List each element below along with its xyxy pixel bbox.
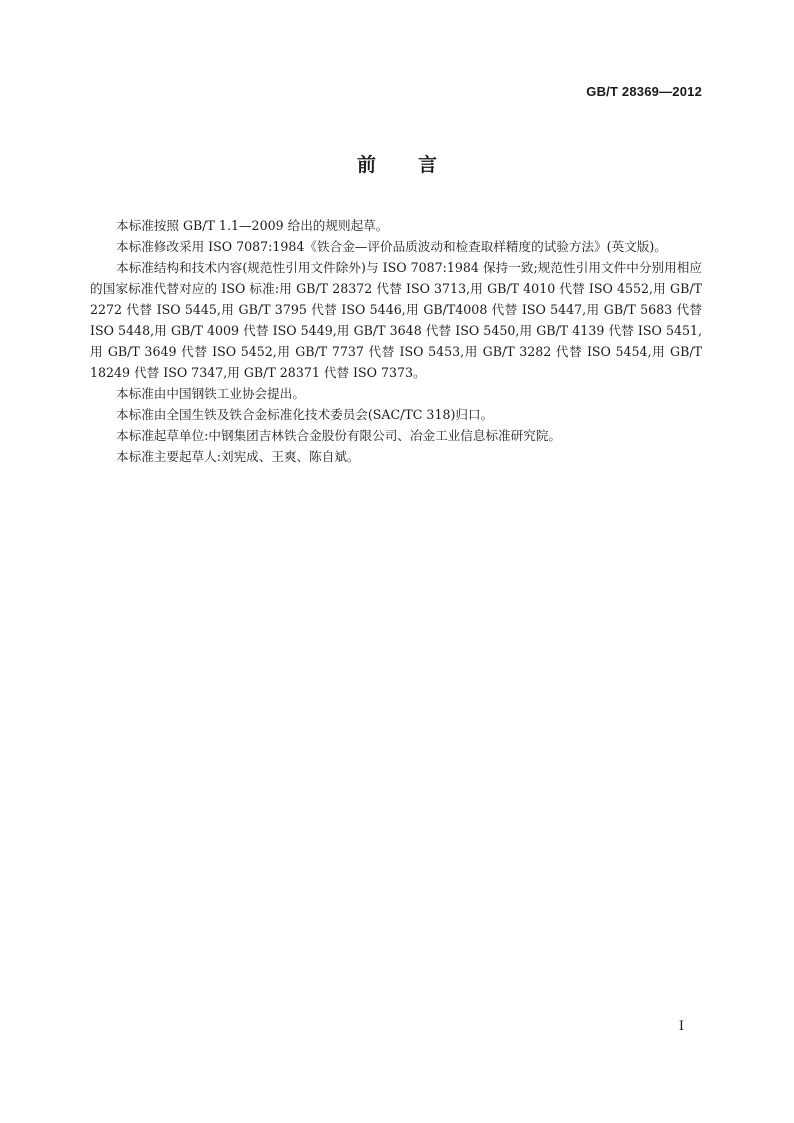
- page-title: 前言: [356, 154, 479, 176]
- paragraph-structure-references: 本标准结构和技术内容(规范性引用文件除外)与 ISO 7087:1984 保持一致;规范性引用文件中分别用相应的国家标准代替对应的 ISO 标准:用 GB/T 28372 代替 ISO 3713,用 GB/T 4010 代替 ISO 4552,用 GB/T 2272 代替 ISO 5445,用 GB/T 3795 代替 ISO 5446,用 GB/T4008 代替 ISO 5447,用 GB/T 5683 代替 ISO 5448,用 GB/T 4009 代替 ISO 5449,用 GB/T 3648 代替 ISO 5450,用 GB/T 4139 代替 ISO 5451,用 GB/T 3649 代替 ISO 5452,用 GB/T 7737 代替 ISO 5453,用 GB/T 3282 代替 ISO 5454,用 GB/T 18249 代替 ISO 7347,用 GB/T 28371 代替 ISO 7373。: [90, 260, 702, 380]
- paragraph-committee: 本标准由全国生铁及铁合金标准化技术委员会(SAC/TC 318)归口。: [116, 407, 494, 422]
- page-number: I: [678, 1019, 684, 1034]
- foreword-body: [90, 215, 702, 467]
- paragraph-drafting-rules: 本标准按照 GB/T 1.1—2009 给出的规则起草。: [116, 218, 389, 233]
- paragraph-drafting-units: 本标准起草单位:中钢集团吉林铁合金股份有限公司、冶金工业信息标准研究院。: [116, 428, 562, 443]
- paragraph-modification: 本标准修改采用 ISO 7087:1984《铁合金—评价品质波动和检查取样精度的试验方法》(英文版)。: [116, 239, 667, 254]
- paragraph-proposer: 本标准由中国钢铁工业协会提出。: [116, 386, 305, 401]
- standard-code: GB/T 28369—2012: [586, 84, 702, 99]
- paragraph-drafters: 本标准主要起草人:刘宪成、王爽、陈自斌。: [116, 449, 360, 464]
